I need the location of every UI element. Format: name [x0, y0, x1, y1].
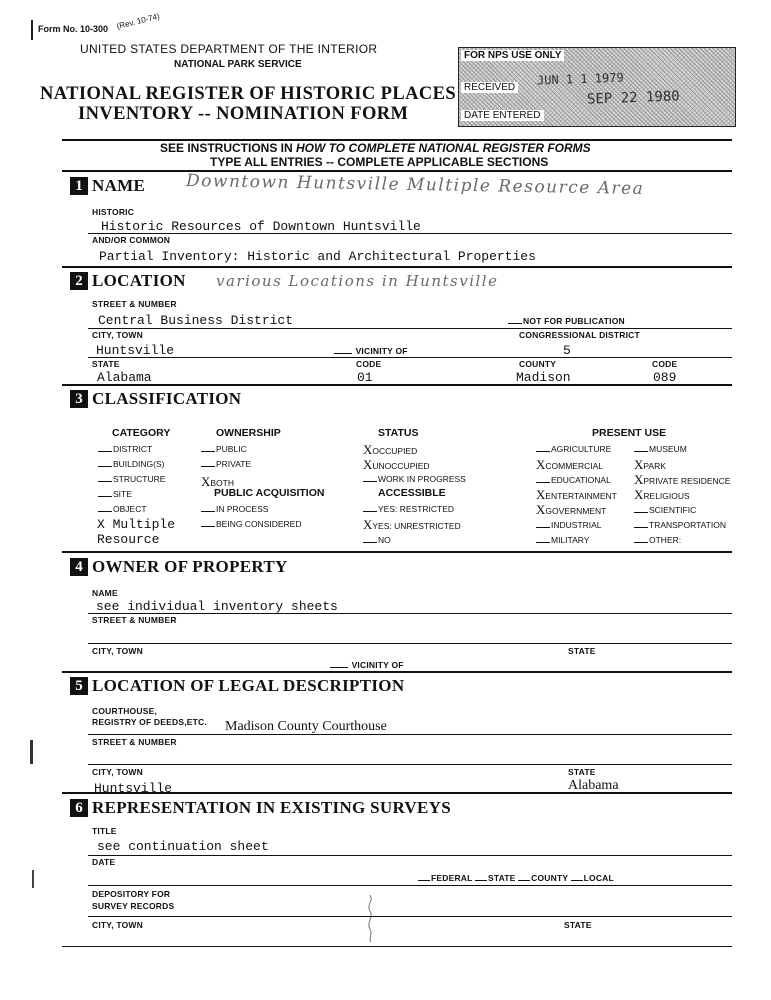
not-pub-text: NOT FOR PUBLICATION — [523, 316, 625, 326]
rule-s2-top — [62, 266, 732, 268]
handwritten-squiggle — [364, 893, 378, 943]
section-3-title: CLASSIFICATION — [92, 389, 242, 408]
acquisition-in-process — [201, 504, 268, 514]
category-site-text: SITE — [113, 489, 132, 499]
use-entertainment-text: ENTERTAINMENT — [545, 491, 617, 501]
local-blank — [571, 880, 583, 881]
status-wip-text: WORK IN PROGRESS — [378, 474, 466, 484]
rule-survey-date — [88, 885, 732, 886]
ownership-private — [201, 459, 251, 469]
common-label: AND/OR COMMON — [92, 235, 171, 245]
category-buildings — [98, 459, 164, 469]
county-text: COUNTY — [531, 873, 569, 883]
status-occupied — [363, 442, 417, 458]
legal-state-label: STATE — [568, 767, 596, 777]
received-label: RECEIVED — [461, 82, 518, 93]
status-unoccupied-mark: X — [363, 457, 373, 472]
section-5-number: 5 — [70, 677, 88, 695]
courthouse-label-1: COURTHOUSE, — [92, 706, 158, 716]
use-scientific — [634, 505, 696, 515]
not-pub-blank — [508, 323, 522, 324]
rule-survey-title — [88, 855, 732, 856]
use-agriculture — [536, 444, 611, 454]
use-industrial — [536, 520, 602, 530]
ownership-public-text: PUBLIC — [216, 444, 247, 454]
acquisition-in-process-text: IN PROCESS — [216, 504, 269, 514]
city-value: Huntsville — [96, 343, 175, 358]
rule-legal-street — [88, 764, 732, 765]
rule-courthouse — [88, 734, 732, 735]
use-private-residence — [634, 472, 730, 488]
status-occupied-text: OCCUPIED — [372, 446, 418, 456]
status-heading: STATUS — [378, 427, 419, 439]
accessible-unrestricted — [363, 517, 461, 533]
received-stamp: JUN 1 1 1979 — [536, 70, 624, 88]
owner-state-label: STATE — [568, 646, 596, 656]
county-blank — [518, 880, 530, 881]
state-value: Alabama — [97, 370, 152, 385]
form-number: Form No. 10-300 — [38, 24, 109, 34]
use-educational-text: EDUCATIONAL — [551, 475, 611, 485]
section-4-number: 4 — [70, 558, 88, 576]
instructions-line1 — [160, 141, 591, 155]
section-5-title: LOCATION OF LEGAL DESCRIPTION — [92, 676, 405, 695]
category-object — [98, 504, 147, 514]
ownership-both-text: BOTH — [210, 478, 235, 488]
rule-s3-top — [62, 384, 732, 386]
section-1-title: NAME — [92, 176, 146, 195]
section-4-title: OWNER OF PROPERTY — [92, 557, 288, 576]
rule-owner-street — [88, 643, 732, 644]
use-agriculture-blank — [536, 451, 550, 452]
category-district-text: DISTRICT — [113, 444, 153, 454]
legal-state-value: Alabama — [568, 778, 619, 793]
service-name: NATIONAL PARK SERVICE — [174, 59, 302, 70]
use-religious-text: RELIGIOUS — [643, 491, 690, 501]
vicinity-label — [334, 346, 408, 356]
owner-name-value: see individual inventory sheets — [96, 599, 338, 614]
congressional-label: CONGRESSIONAL DISTRICT — [519, 330, 640, 340]
city-label: CITY, TOWN — [92, 330, 143, 340]
use-museum — [634, 444, 687, 454]
legal-street-label: STREET & NUMBER — [92, 737, 177, 747]
rule-city — [88, 357, 732, 358]
accessible-restricted-text: YES: RESTRICTED — [378, 504, 455, 514]
use-educational — [536, 475, 611, 485]
use-private-residence-mark: X — [634, 472, 644, 487]
category-buildings-blank — [98, 466, 112, 467]
status-unoccupied-text: UNOCCUPIED — [372, 461, 430, 471]
form-revision: (Rev. 10-74) — [115, 11, 161, 31]
category-buildings-text: BUILDING(S) — [113, 459, 165, 469]
section-1-number: 1 — [70, 177, 88, 195]
category-structure — [98, 474, 165, 484]
accessible-unrestricted-text: YES: UNRESTRICTED — [372, 521, 461, 531]
section-6-number: 6 — [70, 799, 88, 817]
accessible-no — [363, 535, 391, 545]
instructions-prefix: SEE INSTRUCTIONS IN — [160, 141, 297, 155]
category-multiple-line2: Resource — [97, 532, 160, 547]
county-label: COUNTY — [519, 359, 557, 369]
acquisition-considered-text: BEING CONSIDERED — [216, 519, 302, 529]
use-entertainment-mark: X — [536, 487, 546, 502]
use-military-blank — [536, 542, 550, 543]
instructions-italic: HOW TO COMPLETE NATIONAL REGISTER FORMS — [296, 141, 591, 155]
date-entered-stamp: SEP 22 1980 — [586, 88, 680, 108]
courthouse-value: Madison County Courthouse — [225, 719, 387, 734]
rule-historic — [88, 233, 732, 234]
left-margin-mark-2 — [30, 740, 33, 764]
use-military — [536, 535, 589, 545]
rule-s1-top — [62, 170, 732, 172]
federal-text: FEDERAL — [431, 873, 473, 883]
use-educational-blank — [536, 482, 550, 483]
survey-date-label: DATE — [92, 857, 116, 867]
use-park-text: PARK — [643, 461, 666, 471]
ownership-public — [201, 444, 247, 454]
historic-value: Historic Resources of Downtown Huntsville — [101, 219, 421, 234]
accessible-no-blank — [363, 542, 377, 543]
vicinity-text: VICINITY OF — [355, 346, 408, 356]
use-transportation — [634, 520, 726, 530]
owner-street-label: STREET & NUMBER — [92, 615, 177, 625]
not-for-publication — [508, 316, 625, 326]
county-value: Madison — [516, 370, 571, 385]
code2-value: 089 — [653, 370, 677, 385]
use-museum-text: MUSEUM — [649, 444, 687, 454]
use-commercial — [536, 457, 603, 473]
status-unoccupied — [363, 457, 430, 473]
accessible-restricted-blank — [363, 511, 377, 512]
form-title-line1: NATIONAL REGISTER OF HISTORIC PLACES — [40, 84, 457, 104]
use-transportation-blank — [634, 527, 648, 528]
use-scientific-text: SCIENTIFIC — [649, 505, 697, 515]
use-other-text: OTHER: — [649, 535, 682, 545]
accessible-no-text: NO — [378, 535, 391, 545]
use-entertainment — [536, 487, 617, 503]
local-text: LOCAL — [583, 873, 614, 883]
survey-title-value: see continuation sheet — [97, 839, 269, 854]
use-commercial-text: COMMERCIAL — [545, 461, 604, 471]
ownership-private-text: PRIVATE — [216, 459, 252, 469]
ownership-private-blank — [201, 466, 215, 467]
department-name: UNITED STATES DEPARTMENT OF THE INTERIOR — [80, 42, 378, 56]
nps-use-box — [458, 47, 736, 127]
legal-city-label: CITY, TOWN — [92, 767, 143, 777]
use-other — [634, 535, 681, 545]
use-industrial-blank — [536, 527, 550, 528]
street-value: Central Business District — [98, 313, 294, 328]
section-6-title: REPRESENTATION IN EXISTING SURVEYS — [92, 798, 451, 817]
category-object-blank — [98, 511, 112, 512]
state-text: STATE — [487, 873, 516, 883]
section-1-handwriting: Downtown Huntsville Multiple Resource Area — [185, 171, 645, 199]
depository-label-2: SURVEY RECORDS — [92, 901, 175, 911]
historic-label: HISTORIC — [92, 207, 135, 217]
use-military-text: MILITARY — [551, 535, 590, 545]
nps-heading: FOR NPS USE ONLY — [461, 50, 564, 61]
status-wip-blank — [363, 481, 377, 482]
owner-vicinity-text: VICINITY OF — [351, 660, 404, 670]
left-margin-mark-1 — [31, 20, 33, 40]
common-value: Partial Inventory: Historic and Architectural Properties — [99, 249, 536, 264]
ownership-both-mark: X — [201, 474, 211, 489]
rule-depository — [88, 916, 732, 917]
use-religious-mark: X — [634, 487, 644, 502]
state-blank — [475, 880, 487, 881]
rule-s6-top — [62, 792, 732, 794]
owner-vicinity-blank — [330, 667, 348, 668]
rule-owner-name — [88, 613, 732, 614]
use-government-mark: X — [536, 502, 546, 517]
survey-levels — [418, 873, 614, 883]
rule-s5-top — [62, 671, 732, 673]
ownership-heading: OWNERSHIP — [216, 427, 281, 439]
code-value: 01 — [357, 370, 373, 385]
courthouse-label-2: REGISTRY OF DEEDS,ETC. — [92, 717, 207, 727]
use-religious — [634, 487, 690, 503]
category-site-blank — [98, 496, 112, 497]
section-2-handwriting: various Locations in Huntsville — [216, 272, 499, 290]
status-occupied-mark: X — [363, 442, 373, 457]
present-use-heading: PRESENT USE — [592, 427, 667, 439]
use-other-blank — [634, 542, 648, 543]
acquisition-considered-blank — [201, 526, 215, 527]
code2-label: CODE — [652, 359, 678, 369]
use-industrial-text: INDUSTRIAL — [551, 520, 602, 530]
congressional-value: 5 — [563, 343, 571, 358]
legal-city-value: Huntsville — [94, 781, 173, 792]
section-2-title: LOCATION — [92, 271, 186, 290]
category-district-blank — [98, 451, 112, 452]
category-site — [98, 489, 132, 499]
use-park-mark: X — [634, 457, 644, 472]
survey-state-label: STATE — [564, 920, 592, 930]
use-government — [536, 502, 606, 518]
federal-blank — [418, 880, 430, 881]
owner-vicinity — [330, 660, 404, 670]
use-park — [634, 457, 666, 473]
survey-title-label: TITLE — [92, 826, 117, 836]
accessible-restricted — [363, 504, 454, 514]
use-museum-blank — [634, 451, 648, 452]
instructions-line2: TYPE ALL ENTRIES -- COMPLETE APPLICABLE SECTIONS — [210, 155, 549, 169]
rule-bottom — [62, 946, 732, 947]
state-label: STATE — [92, 359, 120, 369]
category-district — [98, 444, 152, 454]
use-agriculture-text: AGRICULTURE — [551, 444, 612, 454]
code-label: CODE — [356, 359, 382, 369]
status-work-in-progress — [363, 474, 466, 484]
acquisition-being-considered — [201, 519, 302, 529]
use-commercial-mark: X — [536, 457, 546, 472]
category-structure-text: STRUCTURE — [113, 474, 166, 484]
use-private-residence-text: PRIVATE RESIDENCE — [643, 476, 731, 486]
ownership-public-blank — [201, 451, 215, 452]
section-2-number: 2 — [70, 272, 88, 290]
owner-name-label: NAME — [92, 588, 118, 598]
use-transportation-text: TRANSPORTATION — [649, 520, 726, 530]
rule-street — [88, 328, 732, 329]
category-multiple-line1: X Multiple — [97, 517, 176, 532]
category-structure-blank — [98, 481, 112, 482]
owner-city-label: CITY, TOWN — [92, 646, 143, 656]
acquisition-heading: PUBLIC ACQUISITION — [214, 487, 325, 499]
form-title-line2: INVENTORY -- NOMINATION FORM — [78, 104, 409, 124]
street-label: STREET & NUMBER — [92, 299, 177, 309]
section-3-number: 3 — [70, 390, 88, 408]
vicinity-blank — [334, 353, 352, 354]
acquisition-in-process-blank — [201, 511, 215, 512]
survey-city-label: CITY, TOWN — [92, 920, 143, 930]
accessible-unrestricted-mark: X — [363, 517, 373, 532]
use-scientific-blank — [634, 512, 648, 513]
left-margin-mark-3 — [32, 870, 34, 888]
category-object-text: OBJECT — [113, 504, 147, 514]
category-heading: CATEGORY — [112, 427, 171, 439]
depository-label-1: DEPOSITORY FOR — [92, 889, 171, 899]
accessible-heading: ACCESSIBLE — [378, 487, 446, 499]
use-government-text: GOVERNMENT — [545, 506, 607, 516]
date-entered-label: DATE ENTERED — [461, 110, 544, 121]
rule-s4-top — [62, 551, 732, 553]
